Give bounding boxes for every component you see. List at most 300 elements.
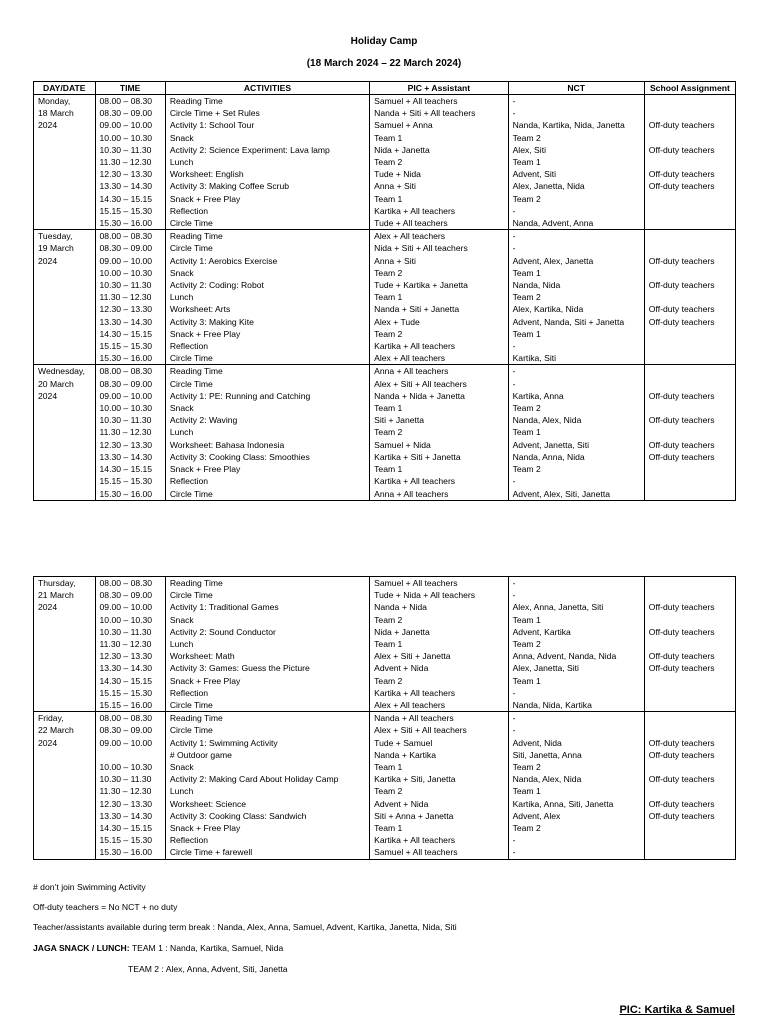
- day-date-cell: [34, 95, 96, 230]
- team2-text: TEAM 2 : Alex, Anna, Advent, Siti, Janetta: [128, 964, 288, 974]
- nct-cell: Team 2: [508, 638, 644, 650]
- nct-cell: Advent, Siti: [508, 168, 644, 180]
- pic-cell: Kartika + All teachers: [370, 687, 508, 699]
- table-row: [34, 279, 736, 291]
- table-row: [34, 675, 736, 687]
- time-cell: 10.00 – 10.30: [95, 402, 165, 414]
- day-date-cell: [34, 230, 96, 365]
- school-assignment-cell: [644, 267, 735, 279]
- jaga-team1-line: [33, 943, 283, 953]
- activity-cell: Worksheet: English: [165, 168, 369, 180]
- nct-cell: Team 1: [508, 675, 644, 687]
- table-row: [34, 687, 736, 699]
- pic-cell: Nida + Janetta: [370, 626, 508, 638]
- nct-cell: -: [508, 475, 644, 487]
- table-row: [34, 761, 736, 773]
- jaga-label: JAGA SNACK / LUNCH:: [33, 943, 130, 953]
- school-assignment-cell: [644, 834, 735, 846]
- activity-cell: Lunch: [165, 638, 369, 650]
- pic-cell: Samuel + All teachers: [370, 846, 508, 859]
- school-assignment-cell: [644, 95, 735, 108]
- table-row: [34, 217, 736, 230]
- nct-cell: Advent, Alex: [508, 810, 644, 822]
- nct-cell: Nanda, Advent, Anna: [508, 217, 644, 230]
- school-assignment-cell: [644, 193, 735, 205]
- pic-cell: Anna + All teachers: [370, 365, 508, 378]
- time-cell: 10.00 – 10.30: [95, 761, 165, 773]
- table-row: [34, 822, 736, 834]
- pic-cell: Samuel + Anna: [370, 119, 508, 131]
- nct-cell: Team 2: [508, 463, 644, 475]
- pic-cell: Team 1: [370, 761, 508, 773]
- schedule-table-page1: [33, 81, 736, 501]
- day-block: [34, 712, 736, 859]
- nct-cell: -: [508, 340, 644, 352]
- pic-cell: Alex + All teachers: [370, 230, 508, 243]
- table-row: [34, 316, 736, 328]
- nct-cell: Nanda, Anna, Nida: [508, 451, 644, 463]
- school-assignment-cell: Off-duty teachers: [644, 255, 735, 267]
- table-row: [34, 267, 736, 279]
- nct-cell: Team 1: [508, 267, 644, 279]
- day-block: [34, 230, 736, 365]
- nct-cell: Team 1: [508, 785, 644, 797]
- day-block: [34, 95, 736, 230]
- activity-cell: Snack + Free Play: [165, 193, 369, 205]
- pic-cell: Kartika + All teachers: [370, 340, 508, 352]
- time-cell: 10.30 – 11.30: [95, 773, 165, 785]
- time-cell: 10.30 – 11.30: [95, 626, 165, 638]
- time-cell: 09.00 – 10.00: [95, 255, 165, 267]
- time-cell: 08.00 – 08.30: [95, 95, 165, 108]
- document-title: Holiday Camp: [350, 36, 418, 47]
- header-activities: ACTIVITIES: [165, 82, 369, 95]
- nct-cell: Team 2: [508, 132, 644, 144]
- table-row: [34, 95, 736, 108]
- nct-cell: Team 2: [508, 761, 644, 773]
- day-date-line: 2024: [38, 390, 58, 401]
- pic-cell: Nida + Siti + All teachers: [370, 242, 508, 254]
- header-pic-assistant: PIC + Assistant: [370, 82, 508, 95]
- activity-cell: Snack + Free Play: [165, 675, 369, 687]
- table-row: [34, 463, 736, 475]
- activity-cell: Activity 1: Aerobics Exercise: [165, 255, 369, 267]
- day-date-line: 2024: [38, 737, 58, 748]
- nct-cell: -: [508, 589, 644, 601]
- pic-cell: Nanda + Siti + All teachers: [370, 107, 508, 119]
- day-date-line: Tuesday,: [38, 231, 73, 242]
- table-row: [34, 488, 736, 501]
- table-row: [34, 724, 736, 736]
- nct-cell: -: [508, 724, 644, 736]
- time-cell: 13.30 – 14.30: [95, 180, 165, 192]
- school-assignment-cell: [644, 132, 735, 144]
- nct-cell: -: [508, 230, 644, 243]
- activity-cell: Activity 3: Games: Guess the Picture: [165, 662, 369, 674]
- pic-cell: Team 1: [370, 291, 508, 303]
- time-cell: 12.30 – 13.30: [95, 439, 165, 451]
- nct-cell: Advent, Nida: [508, 737, 644, 749]
- nct-cell: Anna, Advent, Nanda, Nida: [508, 650, 644, 662]
- activity-cell: Reading Time: [165, 577, 369, 590]
- table-row: [34, 577, 736, 590]
- school-assignment-cell: [644, 156, 735, 168]
- time-cell: 15.30 – 16.00: [95, 352, 165, 365]
- school-assignment-cell: [644, 328, 735, 340]
- pic-cell: Tude + Samuel: [370, 737, 508, 749]
- activity-cell: Activity 3: Cooking Class: Smoothies: [165, 451, 369, 463]
- pic-cell: Alex + Siti + All teachers: [370, 724, 508, 736]
- nct-cell: Siti, Janetta, Anna: [508, 749, 644, 761]
- activity-cell: Circle Time: [165, 217, 369, 230]
- table-row: [34, 439, 736, 451]
- school-assignment-cell: Off-duty teachers: [644, 414, 735, 426]
- time-cell: 15.30 – 16.00: [95, 488, 165, 501]
- time-cell: 14.30 – 15.15: [95, 675, 165, 687]
- time-cell: 15.30 – 16.00: [95, 217, 165, 230]
- table-row: [34, 230, 736, 243]
- activity-cell: Reflection: [165, 340, 369, 352]
- pic-cell: Anna + Siti: [370, 255, 508, 267]
- table-row: [34, 156, 736, 168]
- activity-cell: Activity 2: Science Experiment: Lava lamp: [165, 144, 369, 156]
- school-assignment-cell: Off-duty teachers: [644, 316, 735, 328]
- school-assignment-cell: [644, 712, 735, 725]
- table-row: [34, 475, 736, 487]
- day-date-line: 20 March: [38, 378, 74, 389]
- table-row: [34, 662, 736, 674]
- activity-cell: Worksheet: Math: [165, 650, 369, 662]
- pic-cell: Siti + Janetta: [370, 414, 508, 426]
- pic-cell: Anna + Siti: [370, 180, 508, 192]
- school-assignment-cell: [644, 217, 735, 230]
- school-assignment-cell: Off-duty teachers: [644, 390, 735, 402]
- school-assignment-cell: [644, 785, 735, 797]
- activity-cell: Activity 2: Waving: [165, 414, 369, 426]
- nct-cell: -: [508, 242, 644, 254]
- activity-cell: Lunch: [165, 785, 369, 797]
- activity-cell: Circle Time: [165, 699, 369, 712]
- day-date-line: 22 March: [38, 725, 74, 736]
- activity-cell: Activity 3: Cooking Class: Sandwich: [165, 810, 369, 822]
- time-cell: 08.30 – 09.00: [95, 589, 165, 601]
- pic-cell: Nanda + Nida: [370, 601, 508, 613]
- school-assignment-cell: [644, 577, 735, 590]
- day-block: [34, 365, 736, 500]
- table-header-row: [34, 82, 736, 95]
- school-assignment-cell: Off-duty teachers: [644, 439, 735, 451]
- time-cell: 10.00 – 10.30: [95, 614, 165, 626]
- time-cell: 10.30 – 11.30: [95, 144, 165, 156]
- school-assignment-cell: [644, 724, 735, 736]
- nct-cell: Alex, Kartika, Nida: [508, 303, 644, 315]
- activity-cell: Activity 2: Sound Conductor: [165, 626, 369, 638]
- table-row: [34, 626, 736, 638]
- activity-cell: Worksheet: Arts: [165, 303, 369, 315]
- nct-cell: -: [508, 378, 644, 390]
- activity-cell: Reflection: [165, 475, 369, 487]
- time-cell: 12.30 – 13.30: [95, 650, 165, 662]
- table-row: [34, 749, 736, 761]
- school-assignment-cell: [644, 488, 735, 501]
- nct-cell: Team 2: [508, 822, 644, 834]
- activity-cell: Snack + Free Play: [165, 463, 369, 475]
- table-row: [34, 255, 736, 267]
- table-row: [34, 291, 736, 303]
- time-cell: 08.30 – 09.00: [95, 378, 165, 390]
- pic-cell: Team 1: [370, 402, 508, 414]
- table-row: [34, 846, 736, 859]
- table-row: [34, 328, 736, 340]
- time-cell: 15.15 – 16.00: [95, 699, 165, 712]
- team1-text: TEAM 1 : Nanda, Kartika, Samuel, Nida: [129, 943, 284, 953]
- school-assignment-cell: [644, 378, 735, 390]
- school-assignment-cell: Off-duty teachers: [644, 451, 735, 463]
- pic-cell: Team 1: [370, 638, 508, 650]
- activity-cell: Snack: [165, 761, 369, 773]
- nct-cell: -: [508, 834, 644, 846]
- nct-cell: Kartika, Anna: [508, 390, 644, 402]
- activity-cell: Circle Time: [165, 352, 369, 365]
- table-row: [34, 650, 736, 662]
- school-assignment-cell: [644, 340, 735, 352]
- table-row: [34, 119, 736, 131]
- pic-cell: Team 2: [370, 328, 508, 340]
- day-date-line: Friday,: [38, 713, 64, 724]
- time-cell: 13.30 – 14.30: [95, 316, 165, 328]
- activity-cell: Lunch: [165, 291, 369, 303]
- activity-cell: Worksheet: Science: [165, 798, 369, 810]
- activity-cell: Circle Time: [165, 724, 369, 736]
- activity-cell: Lunch: [165, 156, 369, 168]
- time-cell: 12.30 – 13.30: [95, 168, 165, 180]
- school-assignment-cell: [644, 699, 735, 712]
- table-row: [34, 132, 736, 144]
- table-row: [34, 834, 736, 846]
- table-row: [34, 365, 736, 378]
- pic-footer: PIC: Kartika & Samuel: [619, 1004, 735, 1016]
- school-assignment-cell: [644, 107, 735, 119]
- nct-cell: Alex, Janetta, Nida: [508, 180, 644, 192]
- pic-cell: Team 1: [370, 463, 508, 475]
- table-row: [34, 426, 736, 438]
- time-cell: 15.15 – 15.30: [95, 340, 165, 352]
- day-date-cell: [34, 365, 96, 500]
- time-cell: 11.30 – 12.30: [95, 156, 165, 168]
- pic-cell: Kartika + All teachers: [370, 475, 508, 487]
- pic-cell: Tude + Nida: [370, 168, 508, 180]
- school-assignment-cell: Off-duty teachers: [644, 749, 735, 761]
- table-row: [34, 589, 736, 601]
- time-cell: [95, 749, 165, 761]
- nct-cell: Nanda, Alex, Nida: [508, 414, 644, 426]
- day-date-cell: [34, 577, 96, 712]
- table-row: [34, 378, 736, 390]
- activity-cell: # Outdoor game: [165, 749, 369, 761]
- time-cell: 10.00 – 10.30: [95, 132, 165, 144]
- table-row: [34, 785, 736, 797]
- pic-cell: Nanda + Kartika: [370, 749, 508, 761]
- activity-cell: Activity 1: Traditional Games: [165, 601, 369, 613]
- day-date-cell: [34, 712, 96, 859]
- time-cell: 08.00 – 08.30: [95, 365, 165, 378]
- pic-cell: Samuel + All teachers: [370, 577, 508, 590]
- nct-cell: Kartika, Anna, Siti, Janetta: [508, 798, 644, 810]
- activity-cell: Snack: [165, 267, 369, 279]
- pic-cell: Kartika + Siti, Janetta: [370, 773, 508, 785]
- activity-cell: Snack + Free Play: [165, 328, 369, 340]
- day-date-line: 19 March: [38, 243, 74, 254]
- nct-cell: Advent, Alex, Janetta: [508, 255, 644, 267]
- school-assignment-cell: [644, 426, 735, 438]
- day-date-line: Wednesday,: [38, 366, 85, 377]
- school-assignment-cell: [644, 614, 735, 626]
- time-cell: 10.30 – 11.30: [95, 414, 165, 426]
- table-row: [34, 205, 736, 217]
- time-cell: 08.30 – 09.00: [95, 242, 165, 254]
- activity-cell: Reflection: [165, 205, 369, 217]
- activity-cell: Activity 2: Coding: Robot: [165, 279, 369, 291]
- pic-cell: Team 1: [370, 132, 508, 144]
- activity-cell: Circle Time + farewell: [165, 846, 369, 859]
- table-row: [34, 242, 736, 254]
- school-assignment-cell: Off-duty teachers: [644, 144, 735, 156]
- activity-cell: Reflection: [165, 687, 369, 699]
- nct-cell: Nanda, Nida, Kartika: [508, 699, 644, 712]
- school-assignment-cell: [644, 846, 735, 859]
- pic-cell: Kartika + Siti + Janetta: [370, 451, 508, 463]
- time-cell: 09.00 – 10.00: [95, 601, 165, 613]
- time-cell: 13.30 – 14.30: [95, 451, 165, 463]
- table-row: [34, 638, 736, 650]
- table-row: [34, 414, 736, 426]
- nct-cell: Team 1: [508, 156, 644, 168]
- pic-cell: Alex + All teachers: [370, 352, 508, 365]
- header-school-assignment: School Assignment: [644, 82, 735, 95]
- table-row: [34, 402, 736, 414]
- nct-cell: -: [508, 107, 644, 119]
- activity-cell: Activity 2: Making Card About Holiday Camp: [165, 773, 369, 785]
- nct-cell: -: [508, 365, 644, 378]
- time-cell: 09.00 – 10.00: [95, 737, 165, 749]
- table-row: [34, 390, 736, 402]
- school-assignment-cell: Off-duty teachers: [644, 737, 735, 749]
- table-row: [34, 451, 736, 463]
- school-assignment-cell: [644, 402, 735, 414]
- time-cell: 09.00 – 10.00: [95, 390, 165, 402]
- table-row: [34, 340, 736, 352]
- table-row: [34, 107, 736, 119]
- school-assignment-cell: [644, 291, 735, 303]
- nct-cell: -: [508, 95, 644, 108]
- school-assignment-cell: [644, 463, 735, 475]
- table-row: [34, 168, 736, 180]
- nct-cell: Team 2: [508, 193, 644, 205]
- nct-cell: Advent, Nanda, Siti + Janetta: [508, 316, 644, 328]
- time-cell: 15.15 – 15.30: [95, 475, 165, 487]
- school-assignment-cell: [644, 365, 735, 378]
- header-time: TIME: [95, 82, 165, 95]
- time-cell: 14.30 – 15.15: [95, 193, 165, 205]
- table-row: [34, 712, 736, 725]
- pic-cell: Team 1: [370, 193, 508, 205]
- activity-cell: Activity 1: School Tour: [165, 119, 369, 131]
- pic-cell: Nida + Janetta: [370, 144, 508, 156]
- day-block: [34, 577, 736, 712]
- table-row: [34, 798, 736, 810]
- pic-cell: Tude + All teachers: [370, 217, 508, 230]
- time-cell: 08.00 – 08.30: [95, 577, 165, 590]
- day-date-line: 18 March: [38, 108, 74, 119]
- school-assignment-cell: Off-duty teachers: [644, 798, 735, 810]
- nct-cell: Team 1: [508, 614, 644, 626]
- time-cell: 15.15 – 15.30: [95, 834, 165, 846]
- header-nct: NCT: [508, 82, 644, 95]
- time-cell: 14.30 – 15.15: [95, 328, 165, 340]
- activity-cell: Snack + Free Play: [165, 822, 369, 834]
- pic-cell: Kartika + All teachers: [370, 834, 508, 846]
- school-assignment-cell: [644, 761, 735, 773]
- activity-cell: Reading Time: [165, 712, 369, 725]
- pic-cell: Alex + Siti + Janetta: [370, 650, 508, 662]
- school-assignment-cell: Off-duty teachers: [644, 773, 735, 785]
- nct-cell: Alex, Janetta, Siti: [508, 662, 644, 674]
- activity-cell: Circle Time: [165, 378, 369, 390]
- pic-cell: Nanda + Siti + Janetta: [370, 303, 508, 315]
- document-subtitle: (18 March 2024 – 22 March 2024): [306, 58, 462, 69]
- table-row: [34, 737, 736, 749]
- schedule-table-page2: [33, 576, 736, 860]
- nct-cell: Kartika, Siti: [508, 352, 644, 365]
- school-assignment-cell: Off-duty teachers: [644, 168, 735, 180]
- time-cell: 11.30 – 12.30: [95, 638, 165, 650]
- nct-cell: Team 1: [508, 426, 644, 438]
- activity-cell: Activity 1: Swimming Activity: [165, 737, 369, 749]
- nct-cell: -: [508, 577, 644, 590]
- pic-cell: Tude + Kartika + Janetta: [370, 279, 508, 291]
- school-assignment-cell: Off-duty teachers: [644, 601, 735, 613]
- header-day-date: DAY/DATE: [34, 82, 96, 95]
- nct-cell: Advent, Alex, Siti, Janetta: [508, 488, 644, 501]
- nct-cell: Team 2: [508, 291, 644, 303]
- school-assignment-cell: Off-duty teachers: [644, 626, 735, 638]
- table-row: [34, 773, 736, 785]
- day-date-line: 2024: [38, 602, 58, 613]
- nct-cell: Nanda, Nida: [508, 279, 644, 291]
- time-cell: 14.30 – 15.15: [95, 822, 165, 834]
- school-assignment-cell: Off-duty teachers: [644, 650, 735, 662]
- time-cell: 14.30 – 15.15: [95, 463, 165, 475]
- nct-cell: Alex, Siti: [508, 144, 644, 156]
- table-row: [34, 180, 736, 192]
- nct-cell: -: [508, 712, 644, 725]
- table-row: [34, 810, 736, 822]
- pic-cell: Team 2: [370, 267, 508, 279]
- pic-cell: Tude + Nida + All teachers: [370, 589, 508, 601]
- activity-cell: Circle Time: [165, 242, 369, 254]
- nct-cell: Nanda, Alex, Nida: [508, 773, 644, 785]
- time-cell: 15.15 – 15.30: [95, 687, 165, 699]
- time-cell: 11.30 – 12.30: [95, 426, 165, 438]
- nct-cell: Nanda, Kartika, Nida, Janetta: [508, 119, 644, 131]
- pic-cell: Team 2: [370, 614, 508, 626]
- school-assignment-cell: Off-duty teachers: [644, 810, 735, 822]
- nct-cell: -: [508, 687, 644, 699]
- school-assignment-cell: [644, 687, 735, 699]
- activity-cell: Circle Time: [165, 488, 369, 501]
- nct-cell: Alex, Anna, Janetta, Siti: [508, 601, 644, 613]
- time-cell: 09.00 – 10.00: [95, 119, 165, 131]
